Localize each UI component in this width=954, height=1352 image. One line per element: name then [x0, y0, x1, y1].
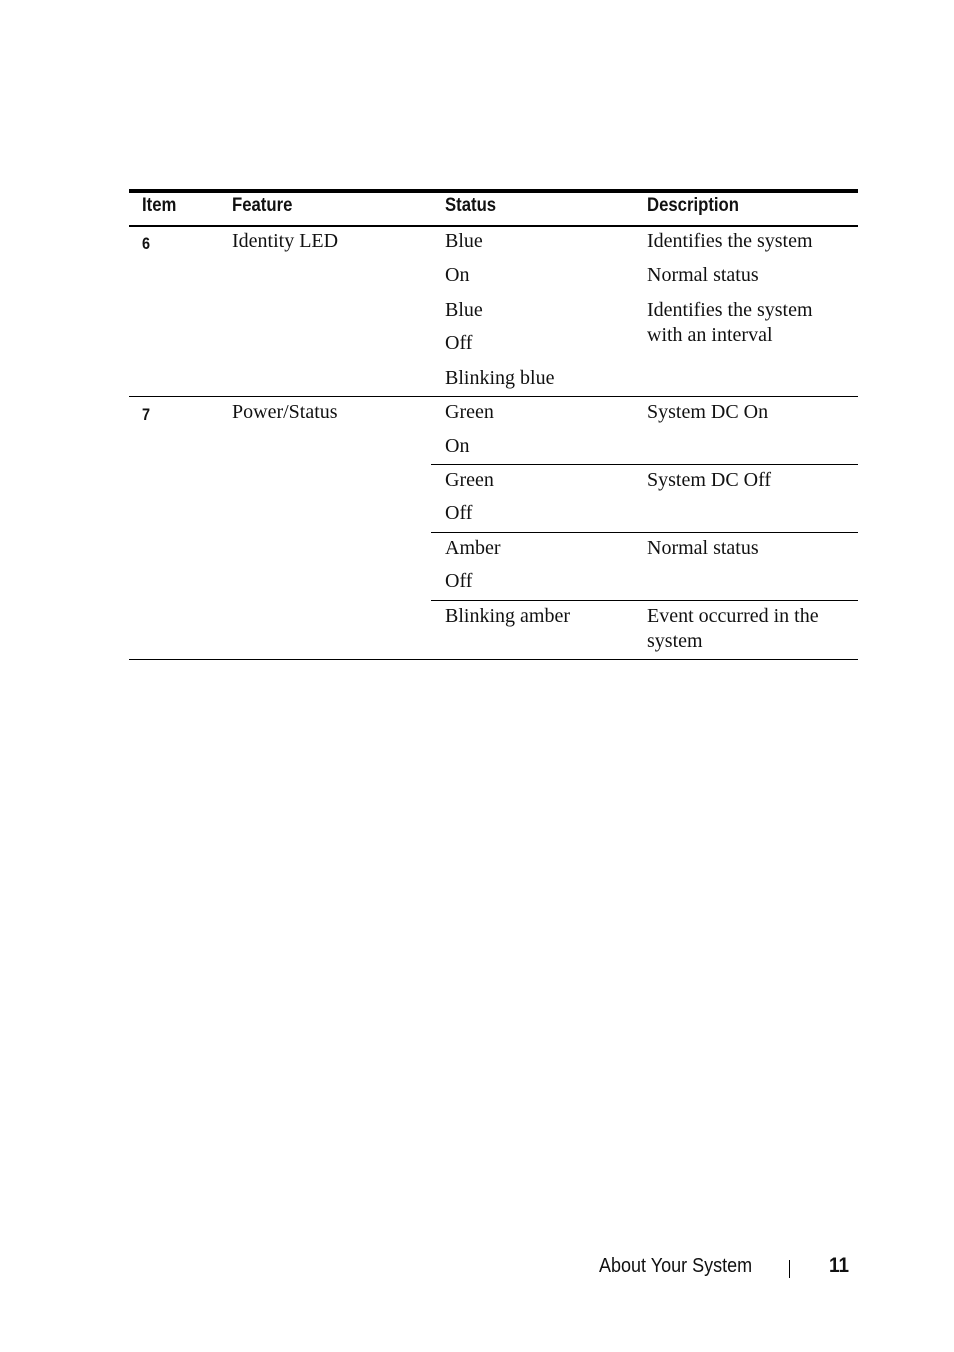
- status-text: Off: [445, 502, 473, 524]
- description-text: with an interval: [647, 324, 773, 346]
- table-top-rule: [129, 189, 858, 193]
- status-text: Blue: [445, 299, 483, 321]
- header-description: Description: [647, 195, 739, 216]
- status-text: On: [445, 435, 470, 457]
- status-text: On: [445, 264, 470, 286]
- status-text: Amber: [445, 537, 501, 559]
- row-divider: [431, 464, 858, 465]
- status-text: Blinking amber: [445, 605, 570, 627]
- status-text: Green: [445, 469, 494, 491]
- footer-separator: [789, 1260, 790, 1278]
- group-divider: [129, 396, 858, 397]
- description-text: Normal status: [647, 264, 759, 286]
- footer-section-title: About Your System: [599, 1255, 753, 1277]
- description-text: Event occurred in the: [647, 605, 819, 627]
- description-text: Identifies the system: [647, 299, 813, 321]
- table-header-rule: [129, 225, 858, 227]
- item-number: 6: [142, 234, 151, 253]
- status-text: Off: [445, 332, 473, 354]
- description-text: Identifies the system: [647, 230, 813, 252]
- row-divider: [431, 532, 858, 533]
- description-text: system: [647, 630, 703, 652]
- header-item: Item: [142, 195, 177, 216]
- item-number: 7: [142, 405, 151, 424]
- description-text: System DC Off: [647, 469, 772, 491]
- status-text: Blue: [445, 230, 483, 252]
- status-text: Off: [445, 570, 473, 592]
- feature-name: Identity LED: [232, 230, 339, 252]
- header-status: Status: [445, 195, 497, 216]
- page-number: 11: [829, 1254, 849, 1277]
- description-text: Normal status: [647, 537, 759, 559]
- status-text: Blinking blue: [445, 367, 555, 389]
- feature-name: Power/Status: [232, 401, 338, 423]
- description-text: System DC On: [647, 401, 769, 423]
- row-divider: [431, 600, 858, 601]
- status-text: Green: [445, 401, 494, 423]
- table-bottom-rule: [129, 659, 858, 660]
- header-feature: Feature: [232, 195, 293, 216]
